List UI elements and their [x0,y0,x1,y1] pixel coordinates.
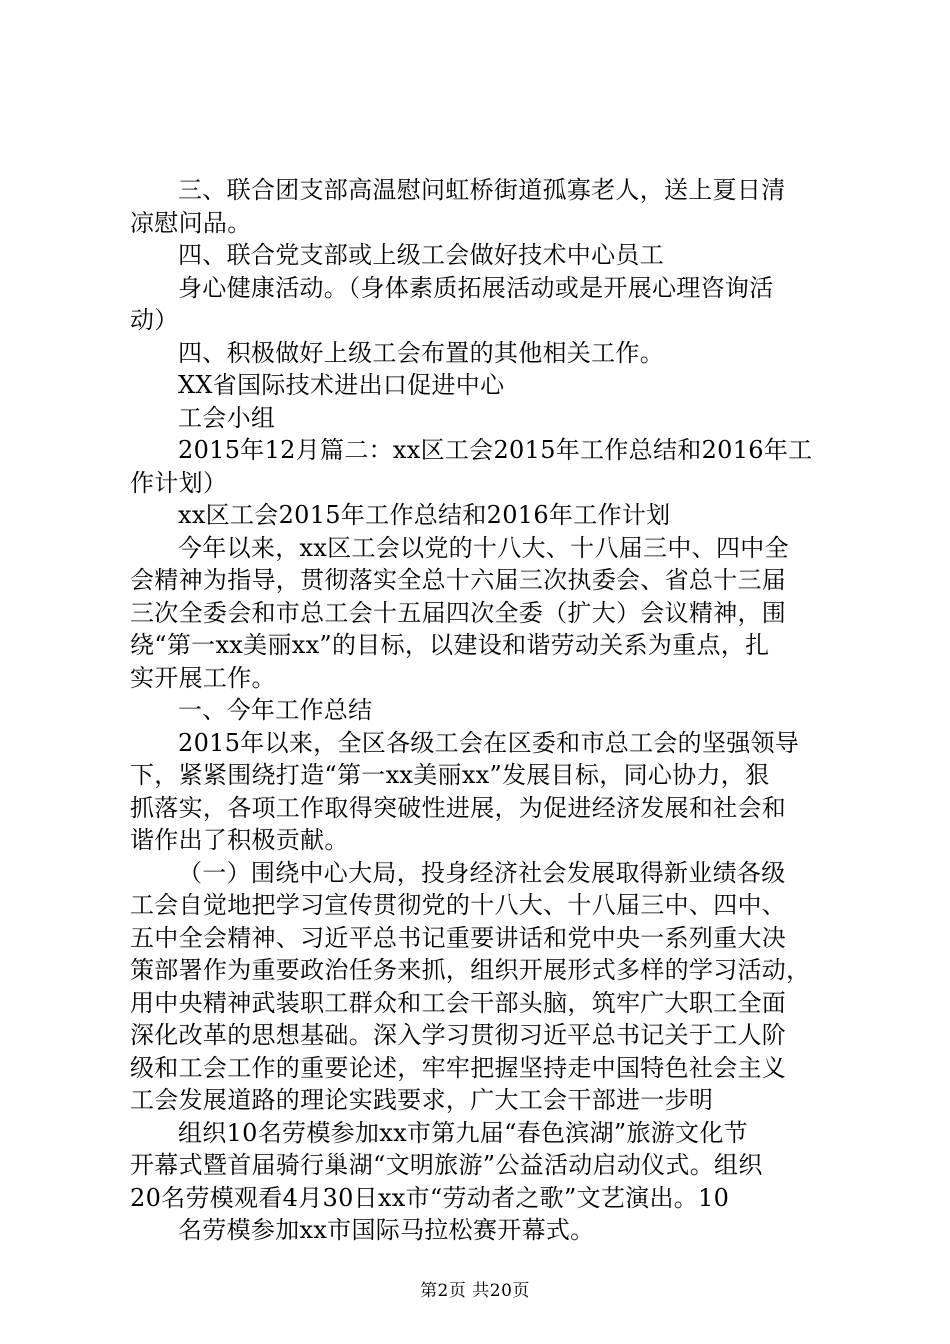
text-line: 工会发展道路的理论实践要求，广大工会干部进一步明 [130,1086,714,1114]
text-line: XX省国际技术进出口促进中心 [178,371,505,399]
text-line: 五中全会精神、习近平总书记重要讲话和党中央一系列重大决 [130,923,787,952]
text-line: 三、联合团支部高温慰问虹桥街道孤寡老人，送上夏日清 [178,176,786,204]
text-line: 用中央精神武装职工群众和工会干部头脑，筑牢广大职工全面 [130,988,787,1017]
text-line: 20名劳模观看4月30日xx市“劳动者之歌”文艺演出。10 [130,1183,730,1212]
text-line: 四、联合党支部或上级工会做好技术中心员工 [178,241,664,269]
text-line: 深化改革的思想基础。深入学习贯彻习近平总书记关于工人阶 [130,1021,787,1049]
text-line: 谐作出了积极贡献。 [130,826,349,854]
text-line: 会精神为指导，贯彻落实全总十六届三次执委会、省总十三届 [130,566,787,594]
text-line: 开幕式暨首届骑行巢湖“文明旅游”公益活动启动仪式。组织 [130,1151,763,1179]
text-line: 动） [130,306,179,334]
text-line: （一）围绕中心大局，投身经济社会发展取得新业绩各级 [178,858,786,887]
document-body [130,174,830,1247]
text-line: 凉慰问品。 [130,208,252,237]
text-line: 实开展工作。 [130,663,276,692]
page-footer: 第2页 共20页 [420,1281,530,1301]
text-line: 工会小组 [178,403,276,432]
text-line: 2015年12月篇二：xx区工会2015年工作总结和2016年工 [178,436,813,464]
text-line: 作计划） [130,468,228,497]
text-line: 四、积极做好上级工会布置的其他相关工作。 [178,338,664,367]
text-line: 策部署作为重要政治任务来抓，组织开展形式多样的学习活动， [130,956,811,984]
text-line: 三次全委会和市总工会十五届四次全委（扩大）会议精神，围 [130,598,787,627]
text-line: 名劳模参加xx市国际马拉松赛开幕式。 [178,1216,595,1244]
text-line: xx区工会2015年工作总结和2016年工作计划 [178,501,671,529]
text-line: 级和工会工作的重要论述，牢牢把握坚持走中国特色社会主义 [130,1053,787,1082]
text-line: 下，紧紧围绕打造“第一xx美丽xx”发展目标，同心协力，狠 [130,761,770,789]
text-line: 抓落实，各项工作取得突破性进展，为促进经济发展和社会和 [130,793,787,822]
text-line: 工会自觉地把学习宣传贯彻党的十八大、十八届三中、四中、 [130,891,787,919]
text-line: 今年以来，xx区工会以党的十八大、十八届三中、四中全 [178,533,789,562]
text-line: 一、今年工作总结 [178,696,373,724]
text-line: 组织10名劳模参加xx市第九届“春色滨湖”旅游文化节 [178,1118,748,1147]
text-line: 身心健康活动。（身体素质拓展活动或是开展心理咨询活 [178,273,774,302]
text-line: 2015年以来，全区各级工会在区委和市总工会的坚强领导 [178,728,800,757]
text-line: 绕“第一xx美丽xx”的目标，以建设和谐劳动关系为重点，扎 [130,631,770,659]
